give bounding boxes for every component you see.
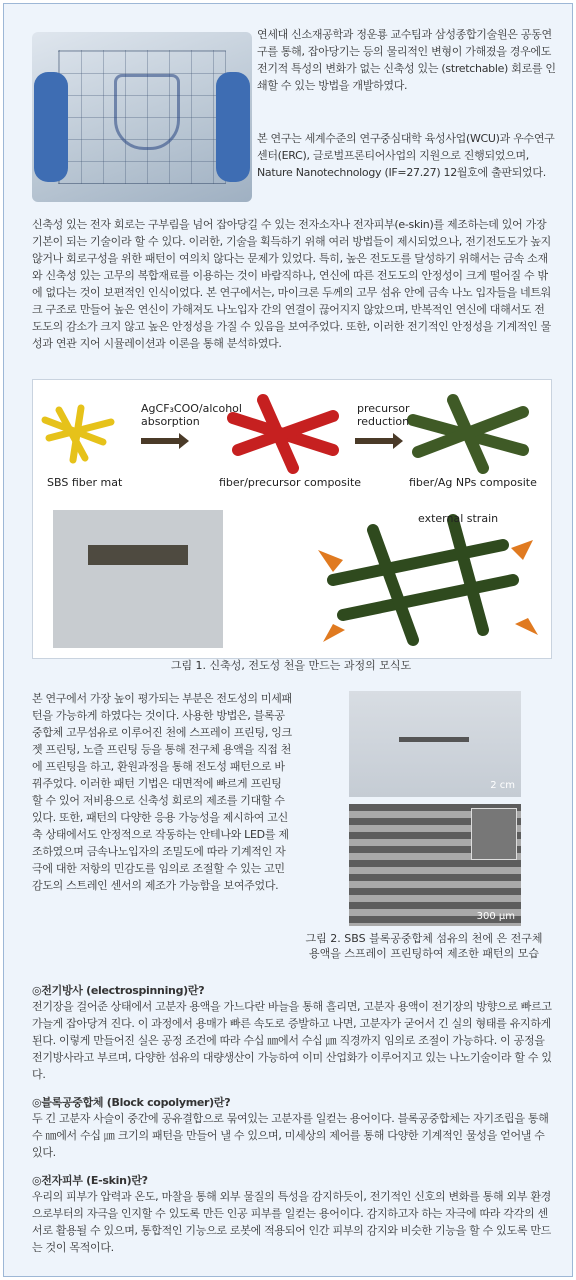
label-sbs-fiber-mat: SBS fiber mat xyxy=(47,476,123,489)
step1-label: AgCF₃COO/alcohol absorption xyxy=(141,402,242,428)
right-hand xyxy=(216,72,250,182)
left-hand xyxy=(34,72,68,182)
step2-label: precursor reduction xyxy=(357,402,410,428)
body-paragraph: 신축성 있는 전자 회로는 구부림을 넘어 잡아당길 수 있는 전자소자나 전자피부(e-skin)를 제조하는데 있어 가장 기본이 되는 기술이라 할 수 있다. 이러한, 기술을 획득하기 위해 여러 방법들이 제시되었으나, 전기전도도가 높지 않거나 회로구성을 위한 패턴이 여의치 않다는 문제가 있었다. 특히, 높은 전도도를 달성하기 위해서는 금속 소재와 신축성 있는 고무의 복합재료를 이용하는 것이 바람직하나, 연신에 따른 전도도의 안정성이 크게 떨어질 수 밖에 없다는 것이 보편적인 인식이었다. 본 연구에서는, 마이크론 두께의 고무 섬유 안에 금속 나노 입자들을 네트워크 구조로 만들어 높은 연신이 가해져도 나노입자 간의 연결이 끊어지지 않았으며, 반복적인 연신에 대해서도 전도도의 감소가 크지 않고 높은 안정성을 가질 수 있음을 보여주었다. 또한, 이러한 전기적인 안정성을 기계적인 물성과 연관 지어 시뮬레이션과 이론을 통해 분석하였다. xyxy=(32,218,552,350)
ag-composite-art xyxy=(413,400,523,468)
figure-1-caption: 그림 1. 신축성, 전도성 천을 만드는 과정의 모식도 xyxy=(170,659,412,672)
micrograph-inset xyxy=(471,808,517,860)
printed-line xyxy=(399,737,469,742)
precursor-composite-art xyxy=(233,400,333,468)
strained-network-art xyxy=(333,520,513,640)
glossary-term-block-copolymer: ◎블록공중합체 (Block copolymer)란? xyxy=(32,1096,231,1109)
figure-2-photo xyxy=(349,691,521,797)
funding-text: 본 연구는 세계수준의 연구중심대학 육성사업(WCU)과 우수연구센터(ERC), 글로벌프론티어사업의 지원으로 진행되었으며, Nature Nanotechnology (IF=27.27) 12월호에 출판되었다. xyxy=(257,132,555,179)
patterning-text: 본 연구에서 가장 높이 평가되는 부분은 전도성의 미세패턴을 가능하게 하였다는 것이다. 사용한 방법은, 블록공중합체 고무섬유로 이루어진 천에 스프레이 프린팅, 잉크젯 프린팅, 노즐 프린팅 등을 통해 전구체 용액을 직접 천에 프린팅을 하고, 환원과정을 통해 전도성 패턴으로 바꿔주었다. 이러한 패턴 기법은 대면적에 빠르게 프린팅 할 수 있어 저비용으로 신축성 회로의 제조를 기대할 수 있다. 또한, 패턴의 다양한 응용 가능성을 제시하여 고신축 상태에서도 안정적으로 작동하는 안테나와 LED를 제조하였으며 금속나노입자의 조밀도에 따라 기계적인 자극에 대한 저항의 민감도를 임의로 조절할 수 있는 고민감도의 스트레인 센서의 제조가 가능함을 보여주었다. xyxy=(32,692,292,892)
glossary-term-electrospinning: ◎전기방사 (electrospinning)란? xyxy=(32,984,205,997)
glossary-def-electrospinning: 전기장을 걸어준 상태에서 고분자 용액을 가느다란 바늘을 통해 흘리면, 고분자 용액이 전기장의 방향으로 빠르고 가늘게 잡아당겨 진다. 이 과정에서 용매가 빠른 속도로 증발하고 나면, 고분자가 굳어서 긴 실의 형태를 유지하게 된다. 이렇게 만들어진 실은 공정 조건에 따라 수십 ㎚에서 수십 ㎛ 직경까지 임의로 조절이 가능하다. 이 공정을 전기방사라고 부르며, 다양한 섬유의 대량생산이 가능하여 이미 산업화가 이루어지고 있는 나노기술이라 할 수 있다. xyxy=(32,1000,552,1081)
glossary-def-e-skin: 우리의 피부가 압력과 온도, 마찰을 통해 외부 물질의 특성을 감지하듯이, 전기적인 신호의 변화를 통해 외부 환경으로부터의 자극을 인지할 수 있도록 만든 인공 피부를 일컫는 용어이다. 감지하고자 하는 자극에 따라 각각의 센서로 활용될 수 있으며, 통합적인 기능으로 로봇에 적용되어 인간 피부의 감지와 비슷한 기능을 할 수 있도록 만드는 것이 목적이다. xyxy=(32,1190,552,1254)
scale-bar-300um: 300 μm xyxy=(476,911,515,922)
arrow-2 xyxy=(355,438,395,444)
label-ag-composite: fiber/Ag NPs composite xyxy=(409,476,537,489)
label-external-strain: external strain xyxy=(418,512,499,525)
figure-1 xyxy=(32,379,552,659)
cloth-strip xyxy=(88,545,188,565)
sbs-fiber-mat-art xyxy=(45,408,111,460)
figure-2-caption: 그림 2. SBS 블록공중합체 섬유의 천에 은 전구체 용액을 스프레이 프린팅하여 제조한 패턴의 모습 xyxy=(305,932,543,960)
figure-2-micrograph xyxy=(349,804,521,926)
stretchable-circuit-photo xyxy=(32,32,252,202)
article-panel xyxy=(3,3,573,1277)
scale-bar-2cm: 2 cm xyxy=(490,780,515,791)
intro-text: 연세대 신소재공학과 정운룡 교수팀과 삼성종합기술원은 공동연구를 통해, 잡아당기는 등의 물리적인 변형이 가해졌을 경우에도 전기적 특성의 변화가 없는 신축성 있는 (stretchable) 회로를 인쇄할 수 있는 방법을 개발하였다. xyxy=(257,28,556,92)
glossary-def-block-copolymer: 두 긴 고분자 사슬이 중간에 공유결합으로 묶여있는 고분자를 일컫는 용어이다. 블록공중합체는 자기조립을 통해 수 ㎚에서 수십 ㎛ 크기의 패턴을 만들어 낼 수 있으며, 미세상의 제어를 통해 다양한 기계적인 물성을 얻어낼 수 있다. xyxy=(32,1112,549,1159)
stretched-cloth-photo xyxy=(53,510,223,648)
arrow-1 xyxy=(141,438,181,444)
university-seal xyxy=(114,74,180,150)
label-precursor-composite: fiber/precursor composite xyxy=(219,476,362,489)
glossary-term-e-skin: ◎전자피부 (E-skin)란? xyxy=(32,1174,148,1187)
